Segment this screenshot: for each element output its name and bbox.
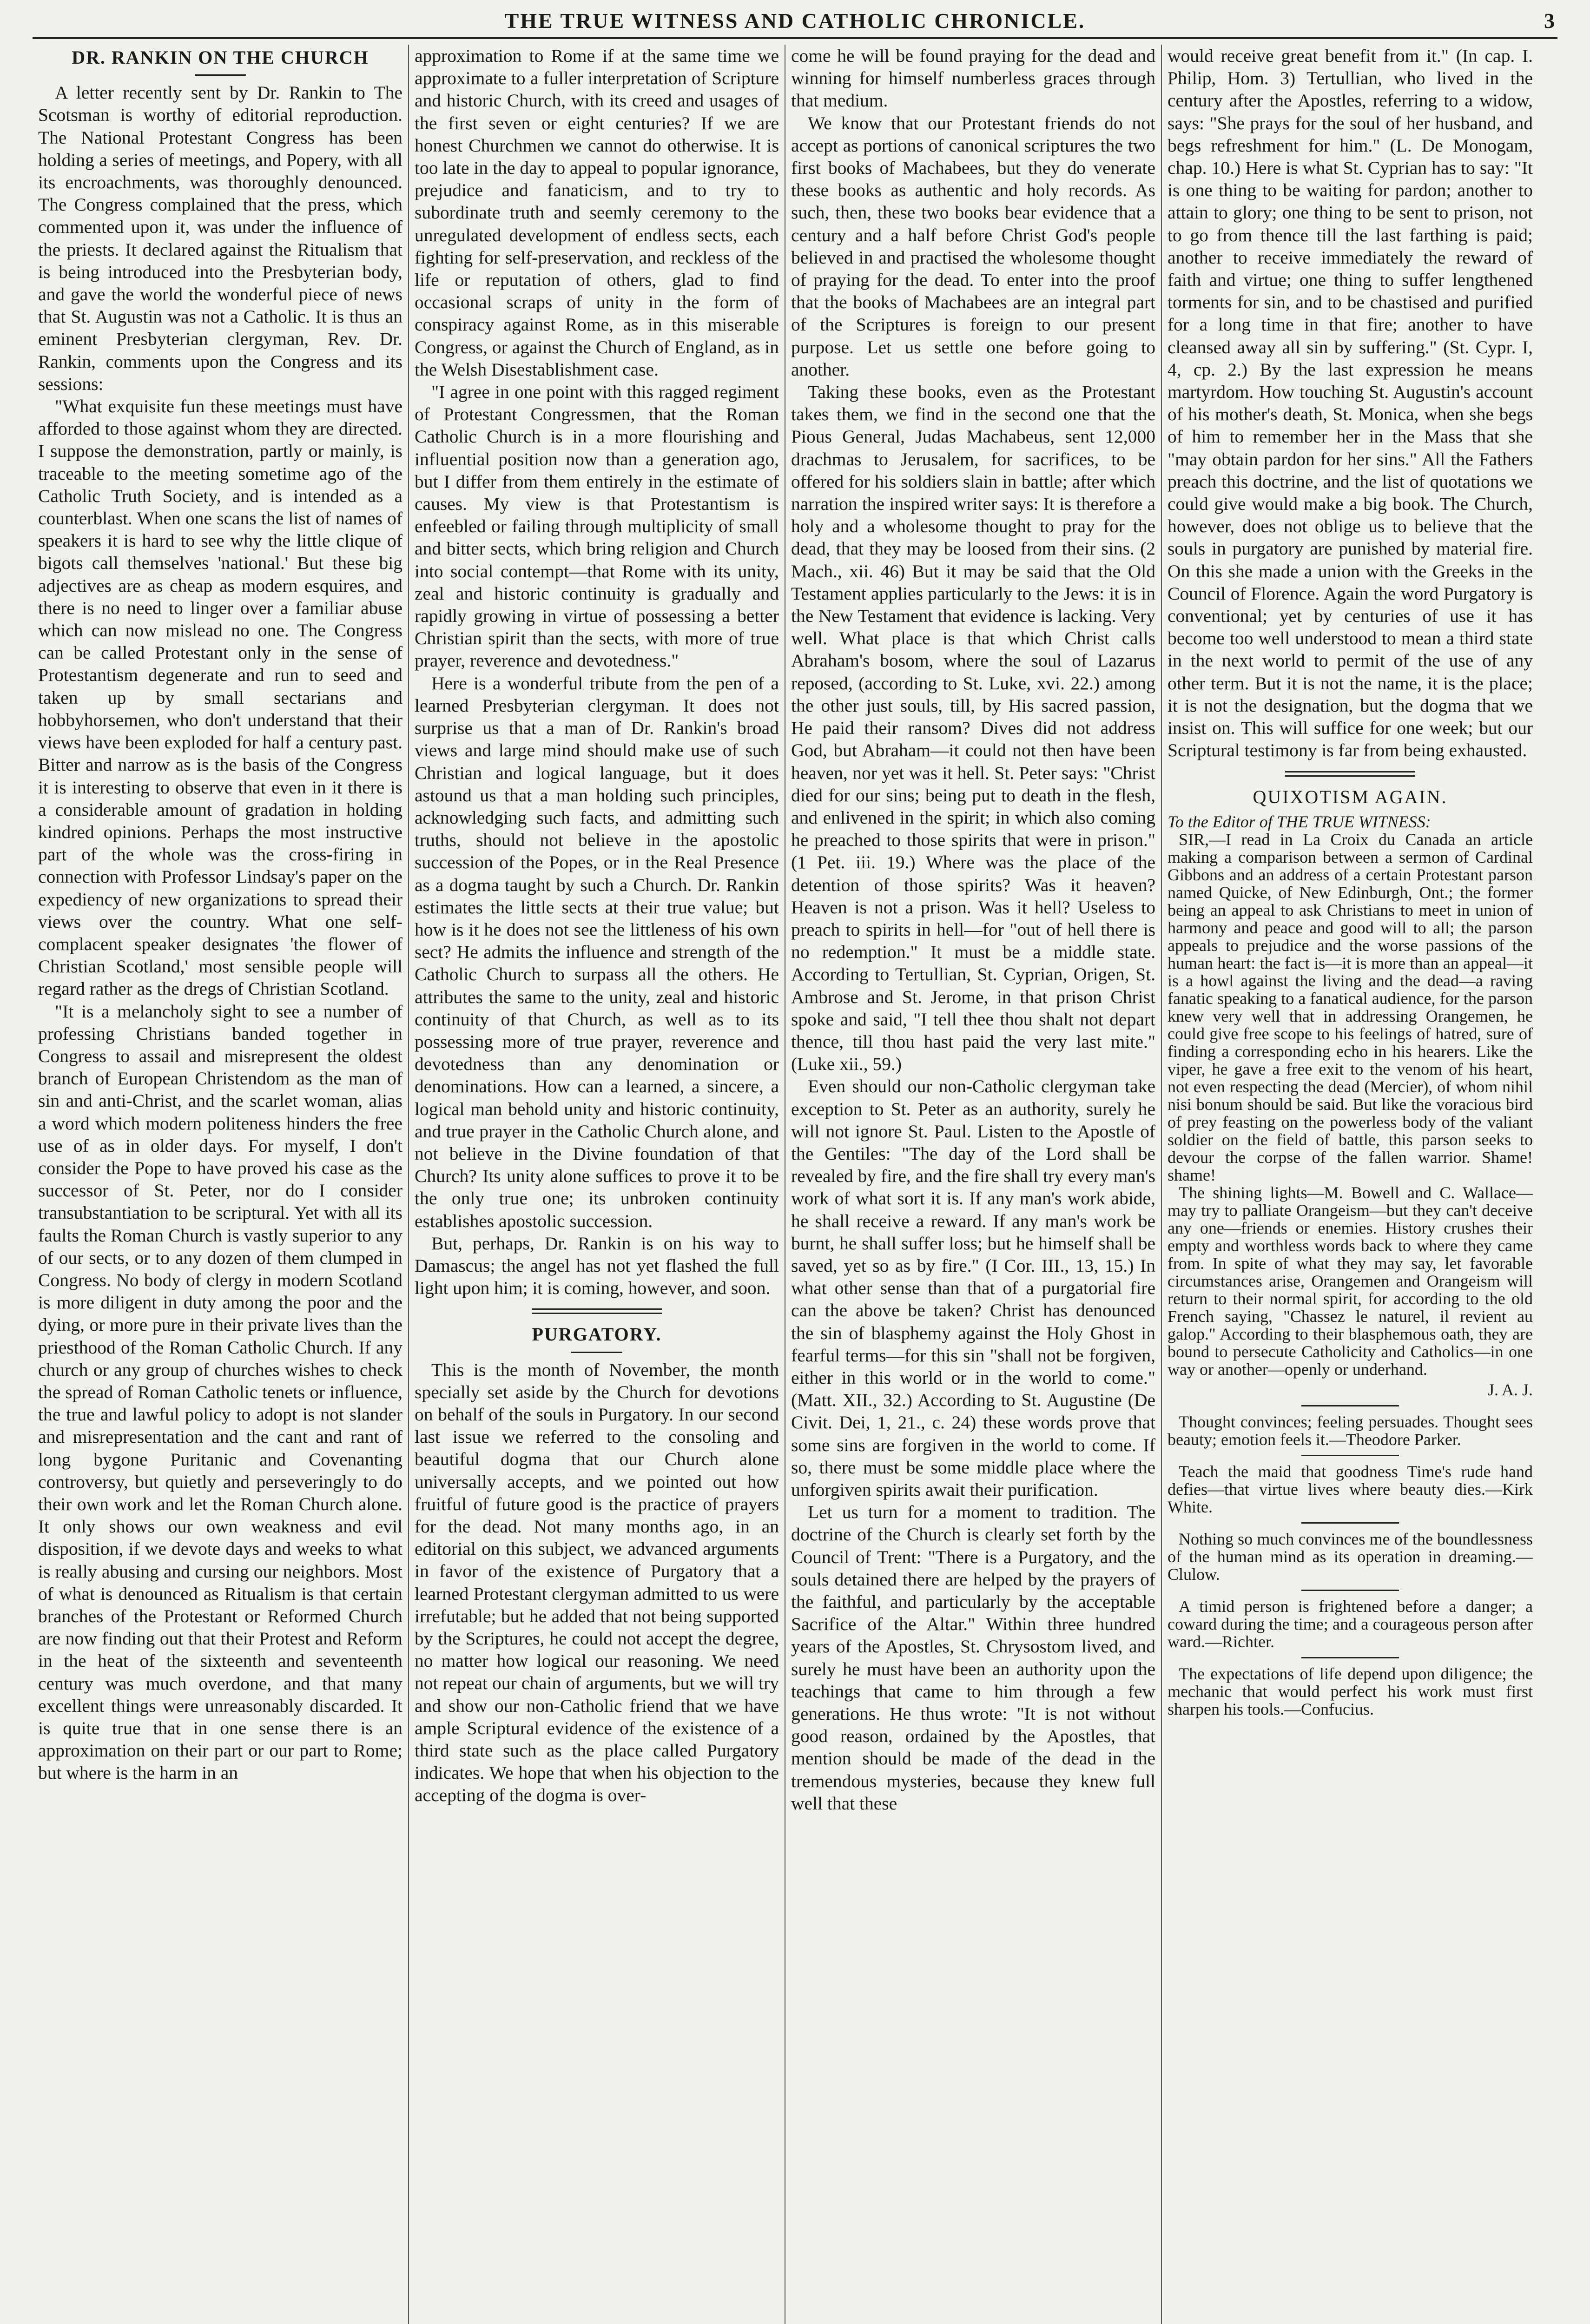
paragraph: But, perhaps, Dr. Rankin is on his way to Damascus; the angel has not yet flashed the full light upon him; it is coming, however, and soon.: [415, 1233, 779, 1299]
letter-block: [1168, 813, 1533, 1718]
separator: [1301, 1657, 1399, 1658]
excerpt: [1168, 1598, 1533, 1651]
paragraph: come he will be found praying for the dead and winning for himself numberless graces through that medium.: [791, 46, 1155, 111]
letter-paragraph: SIR,—I read in La Croix du Canada an article making a comparison between a sermon of Cardinal Gibbons and an address of a certain Protestant parson named Quicke, of New Edinburgh, Ont.; the former being an appeal to ask Christians to meet in union of harmony and peace and good will to all; the parson appeals to prejudice and the worse passions of the human heart: the fact is—it is more than an appeal—it is a howl against the living and the dead—a raving fanatic speaking to a fanatical audience, for the parson knew very well that in addressing Orangemen, he could give free scope to his feelings of hatred, sure of finding a corresponding echo in his hearers. Like the viper, he gave a free exit to the venom of his heart, not even respecting the dead (Mercier), of whom nihil nisi bonum should be said. But like the voracious bird of prey feasting on the powerless body of the valiant soldier on the field of battle, this parson seeks to devour the corpse of the fallen warrior. Shame! shame!: [1168, 830, 1533, 1184]
article-heading-purgatory: PURGATORY.: [532, 1324, 662, 1345]
paragraph: "I agree in one point with this ragged regiment of Protestant Congressmen, that the Roman Catholic Church is in a more flourishing and influential position now than a generation ago, but I differ from them entirely in the estimate of causes. My view is that Protestantism is enfeebled or failing through multiplicity of small and bitter sects, which bring religion and Church into social contempt—that Rome with its unity, zeal and historic continuity is gradually and rapidly growing in virtue of possessing a better Christian spirit than the sects, with more of true prayer, reverence and devotedness.": [415, 382, 779, 671]
paragraph: We know that our Protestant friends do not accept as portions of canonical scriptures the two first books of Machabees, but they do venerate these books as authentic and holy records. As such, then, these two books bear evidence that a century and a half before Christ God's people believed in and practised the wholesome thought of praying for the dead. To enter into the proof that the books of Machabees are an integral part of the Scriptures is foreign to our present purpose. Let us settle one before going to another.: [791, 112, 1155, 380]
paragraph: Let us turn for a moment to tradition. The doctrine of the Church is clearly set forth by the Council of Trent: "There is a Purgatory, and the souls detained there are helped by the prayers of the faithful, and particularly by the acceptable Sacrifice of the Altar." Within three hundred years of the Apostles, St. Chrysostom lived, and surely he must have been an authority upon the teachings that came to him through a few generations. He thus wrote: "It is not without good reason, ordained by the Apostles, that mention should be made of the dead in the tremendous mysteries, because they knew full well that these: [791, 1502, 1155, 1814]
column-2: [409, 45, 785, 2324]
page-columns: [33, 45, 1562, 2324]
heading-rule: [195, 74, 246, 76]
page-number: 3: [1544, 9, 1555, 33]
paragraph: This is the month of November, the month specially set aside by the Church for devotions on behalf of the souls in Purgatory. In our second last issue we referred to the consoling and beautiful dogma that our Church alone universally accepts, and we pointed out how fruitful of future good is the practice of prayers for the dead. Not many months ago, in an editorial on this subject, we advanced arguments in favor of the existence of Purgatory that a learned Protestant clergyman admitted to us were irrefutable; but he added that not being supported by the Scriptures, he could not accept the degree, no matter how logical our reasoning. We need not repeat our chain of arguments, but we will try and show our non-Catholic friend that we have ample Scriptural evidence of the existence of a third state such as the place called Purgatory indicates. We hope that when his objection to the accepting of the dogma is over-: [415, 1359, 779, 1806]
excerpt-text: Nothing so much convinces me of the boundlessness of the human mind as its operation in dreaming.—Clulow.: [1168, 1529, 1533, 1584]
excerpt: [1168, 1665, 1533, 1718]
excerpt: [1168, 1463, 1533, 1516]
excerpt-text: Teach the maid that goodness Time's rude hand defies—that virtue lives where beauty dies.—Kirk White.: [1168, 1462, 1533, 1516]
letter-signature: J. A. J.: [1487, 1380, 1533, 1399]
separator: [1301, 1522, 1399, 1524]
article-heading-rankin: DR. RANKIN ON THE CHURCH: [72, 47, 369, 68]
excerpt: [1168, 1413, 1533, 1448]
letter-paragraph: The shining lights—M. Bowell and C. Wallace—may try to palliate Orangeism—but they can't deceive any one—friends or enemies. History crushes their empty and worthless words back to where they came from. In spite of what they may say, let favorable circumstances arise, Orangemen and Orangeism will return to their normal spirit, for according to the old French saying, "Chassez le naturel, il revient au galop." According to their blasphemous oath, they are bound to persecute Catholicity and Catholics—in one way or another—openly or underhand.: [1168, 1183, 1533, 1379]
section-divider: [1285, 771, 1415, 777]
paragraph: would receive great benefit from it." (In cap. I. Philip, Hom. 3) Tertullian, who lived in the century after the Apostles, referring to a widow, says: "She prays for the soul of her husband, and begs refreshment for him." (L. De Monogam, chap. 10.) Here is what St. Cyprian has to say: "It is one thing to be waiting for pardon; another to attain to glory; one thing to be sent to prison, not to go from thence till the last farthing is paid; another to receive immediately the reward of faith and virtue; one thing to suffer lengthened torments for sin, and to be chastised and purified for a long time in that fire; another to have cleansed away all sin by suffering." (St. Cypr. I, 4, cp. 2.) By the last expression he means martyrdom. How touching St. Augustin's account of his mother's death, St. Monica, when she begs of him to remember her in the Mass that she "may obtain pardon for her sins." All the Fathers preach this doctrine, and the list of quotations we could give would make a big book. The Church, however, does not oblige us to believe that the souls in purgatory are punished by material fire. On this she made a union with the Greeks in the Council of Florence. Again the word Purgatory is conventional; yet by centuries of use it has become too well understood to mean a third state in the next world to permit of the use of any other term. But it is not the name, it is the place; it is not the designation, but the dogma that we insist on. This will suffice for one week; but our Scriptural testimony is far from being exhausted.: [1168, 46, 1533, 761]
section-divider: [532, 1308, 662, 1314]
separator: [1301, 1455, 1399, 1456]
separator: [1301, 1590, 1399, 1591]
column-3: [785, 45, 1162, 2324]
paragraph: Here is a wonderful tribute from the pen of a learned Presbyterian clergyman. It does not surprise us that a man of Dr. Rankin's broad views and large mind should make use of such Christian and logical language, but it does astound us that a man holding such principles, acknowledging such facts, and admitting such truths, should not believe in the apostolic succession of the Popes, or in the Real Presence as a dogma taught by such a Church. Dr. Rankin estimates the little sects at their true value; but how is it he does not see the littleness of his own sect? He admits the influence and strength of the Catholic Church to surpass all the others. He attributes the same to the unity, zeal and historic continuity of that Church, as well as to its possessing more of true prayer, reverence and devotedness than any denomination or denominations. How can a learned, a sincere, a logical man behold unity and historic continuity, and true prayer in the Catholic Church alone, and not believe in the Divine foundation of that Church? Its unity alone suffices to prove it to be the only true one; its unbroken continuity establishes apostolic succession.: [415, 673, 779, 1231]
newspaper-title: THE TRUE WITNESS AND CATHOLIC CHRONICLE.: [504, 9, 1086, 33]
paragraph: Even should our non-Catholic clergyman take exception to St. Peter as an authority, surely he will not ignore St. Paul. Listen to the Apostle of the Gentiles: "The day of the Lord shall be revealed by fire, and the fire shall try every man's work of what sort it is. If any man's work abide, he shall receive a reward. If any man's work be burnt, he shall suffer loss; but he himself shall be saved, yet so as by fire." (I Cor. III., 13, 15.) In what other sense than that of a purgatorial fire can the above be taken? Christ has denounced the sin of blasphemy against the Holy Ghost in fearful terms—for this sin "shall not be forgiven, either in this world or in the world to come." (Matt. XII., 32.) According to St. Augustine (De Civit. Dei, 1, 21., c. 24) these words prove that some sins are forgiven in the world to come. If so, there must be some middle place where the unforgiven spirits await their purification.: [791, 1076, 1155, 1500]
heading-rule: [571, 1352, 622, 1353]
letter-salutation: To the Editor of THE TRUE WITNESS:: [1168, 812, 1431, 831]
excerpt-text: A timid person is frightened before a danger; a coward during the time; and a courageous person after ward.—Richter.: [1168, 1597, 1533, 1651]
excerpt-text: The expectations of life depend upon diligence; the mechanic that would perfect his work must first sharpen his tools.—Confucius.: [1168, 1664, 1533, 1718]
paragraph: A letter recently sent by Dr. Rankin to The Scotsman is worthy of editorial reproduction. The National Protestant Congress has been holding a series of meetings, and Popery, with all its encroachments, was thoroughly denounced. The Congress complained that the press, which commented upon it, was under the influence of the priests. It declared against the Ritualism that is being introduced into the Presbyterian body, and gave the world the wonderful piece of news that St. Augustin was not a Catholic. It is thus an eminent Presbyterian clergyman, Rev. Dr. Rankin, comments upon the Congress and its sessions:: [38, 82, 402, 394]
masthead: [33, 8, 1557, 39]
column-4: [1162, 45, 1538, 2324]
paragraph: "It is a melancholy sight to see a number of professing Christians banded together in Congress to assail and misrepresent the oldest branch of European Christendom as the man of sin and anti-Christ, and the scarlet woman, alias a word which modern politeness hinders the free use of as in older days. For myself, I don't consider the Pope to have proved his case as the successor of St. Peter, nor do I consider transubstantiation to be scriptural. Yet with all its faults the Roman Church is vastly superior to any of our sects, or to any dozen of them clumped in Congress. No body of clergy in modern Scotland is more diligent in duty among the poor and the dying, or more pure in their private lives than the priesthood of the Roman Catholic Church. If any church or any group of churches wishes to check the spread of Roman Catholic tenets or influence, the true and lawful policy to adopt is not slander and misrepresentation and the cant and rant of long bygone Puritanic and Covenanting controversy, but quietly and perseveringly to do their own work and let the Roman Church alone. It only shows our own weakness and evil disposition, if we devote days and weeks to what is really abusing and cursing our neighbors. Most of what is denounced as Ritualism is that certain branches of the Protestant or Reformed Church are now finding out that their Protest and Reform in the heat of the sixteenth and seventeenth century was much overdone, and that many excellent things were unreasonably discarded. It is quite true that in one sense there is an approximation on their part or our part to Rome; but where is the harm in an: [38, 1001, 402, 1783]
article-heading-quixotism: QUIXOTISM AGAIN.: [1253, 786, 1448, 807]
paragraph: approximation to Rome if at the same time we approximate to a fuller interpretation of Scripture and historic Church, with its creed and usages of the first seven or eight centuries? If we are honest Churchmen we cannot do otherwise. It is too late in the day to appeal to popular ignorance, prejudice and fanaticism, and to try to subordinate truth and seemly ceremony to the unregulated development of endless sects, each fighting for self-preservation, and reckless of the life or reputation of others, glad to find occasional scraps of unity in the form of conspiracy against Rome, as in this miserable Congress, or against the Church of England, as in the Welsh Disestablishment case.: [415, 46, 779, 380]
paragraph: Taking these books, even as the Protestant takes them, we find in the second one that the Pious General, Judas Machabeus, sent 12,000 drachmas to Jerusalem, for sacrifices, to be offered for his soldiers slain in battle; after which narration the inspired writer says: It is therefore a holy and a wholesome thought to pray for the dead, that they may be loosed from their sins. (2 Mach., xii. 46) But it may be said that the Old Testament applies particularly to the Jews: it is in the New Testament that evidence is lacking. Very well. What place is that which Christ calls Abraham's bosom, where the soul of Lazarus reposed, (according to St. Luke, xvi. 22.) among the other just souls, till, by His sacred passion, He paid their ransom? Dives did not address God, but Abraham—it could not then have been heaven, nor yet was it hell. St. Peter says: "Christ died for our sins; being put to death in the flesh, and enlivened in the spirit; in which also coming he preached to those spirits that were in prison." (1 Pet. iii. 19.) Where was the place of the detention of those spirits? Was it heaven? Heaven is not a prison. Was it hell? Useless to preach to spirits in hell—for "out of hell there is no redemption." It must be a middle state. According to Tertullian, St. Cyprian, Origen, St. Ambrose and St. Jerome, in that prison Christ spoke and said, "I tell thee thou shalt not depart thence, till thou hast paid the very last mite." (Luke xii., 59.): [791, 382, 1155, 1075]
column-1: [33, 45, 409, 2324]
paragraph: "What exquisite fun these meetings must have afforded to those against whom they are directed. I suppose the demonstration, partly or mainly, is traceable to the meeting sometime ago of the Catholic Truth Society, and is intended as a counterblast. When one scans the list of names of speakers it is hard to see why the little clique of bigots call themselves 'national.' But these big adjectives are as cheap as modern esquires, and there is no need to linger over a familiar abuse which can now mislead no one. The Congress can be called Protestant only in the sense of Protestantism degenerate and run to seed and taken up by small sectarians and hobbyhorsemen, who don't understand that their views have been exploded for half a century past. Bitter and narrow as is the basis of the Congress it is interesting to observe that even in it there is a considerable amount of gradation in holding kindred opinions. Perhaps the most instructive part of the whole was the cross-firing in connection with Professor Lindsay's paper on the expediency of new organizations to spread their views over the country. What one self-complacent speaker designates 'the flower of Christian Scotland,' most sensible people will regard rather as the dregs of Christian Scotland.: [38, 396, 402, 999]
separator: [1301, 1405, 1399, 1406]
excerpt-text: Thought convinces; feeling persuades. Thought sees beauty; emotion feels it.—Theodore Parker.: [1168, 1412, 1533, 1449]
excerpt: [1168, 1530, 1533, 1583]
